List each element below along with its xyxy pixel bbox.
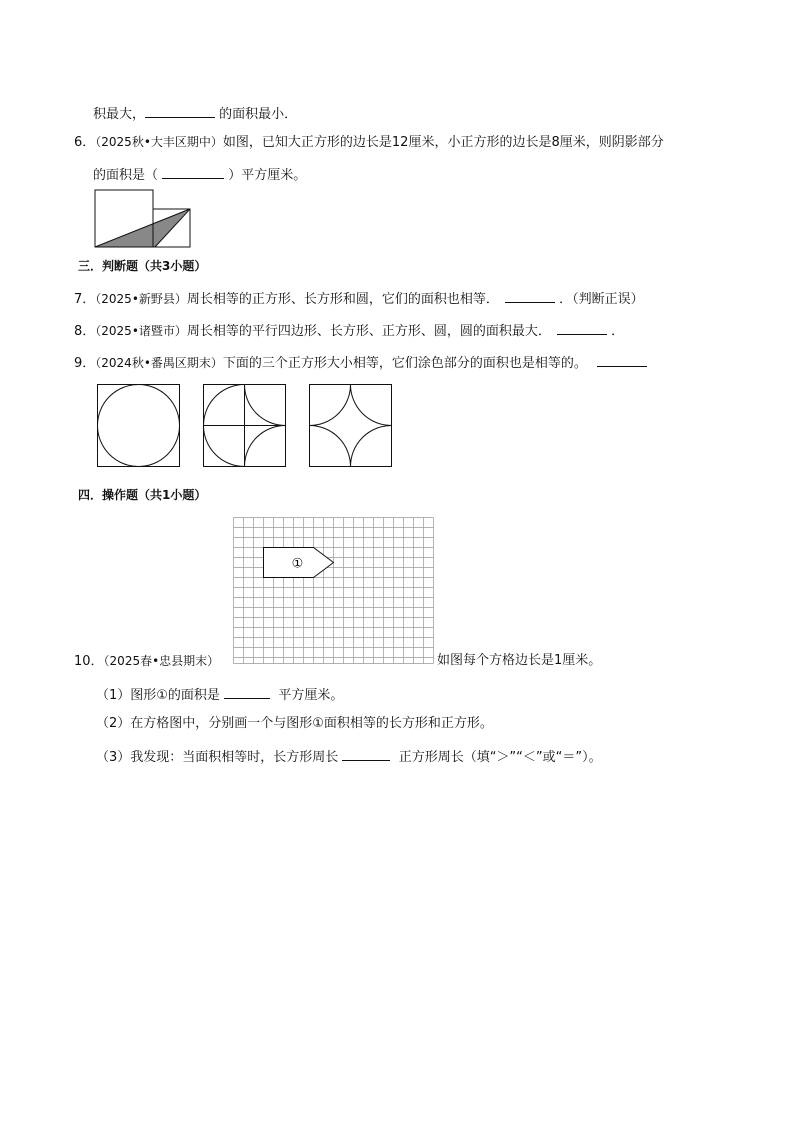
q6-figure	[94, 189, 194, 251]
section-4-title: 四．操作题（共1小题）	[78, 488, 207, 502]
q6-answer-blank[interactable]	[162, 164, 224, 179]
q9-answer-blank[interactable]	[597, 352, 647, 367]
question-10-text: 如图每个方格边长是1厘米。	[437, 653, 602, 668]
q9-figure-2	[203, 384, 287, 468]
q9-figure-1	[97, 384, 181, 468]
q9-quarter-arc-br	[245, 426, 286, 467]
q9-square-3	[310, 385, 392, 467]
question-7: 7．（2025•新野县）周长相等的正方形、长方形和圆，它们的面积也相等． ．（判断正误）	[74, 288, 644, 309]
q10-p3-answer-blank[interactable]	[342, 746, 390, 761]
q9-quarter-arc-tr	[245, 385, 286, 426]
q9-inscribed-circle	[98, 385, 180, 467]
q10-grid[interactable]	[233, 517, 435, 665]
q5-answer-blank[interactable]	[145, 103, 215, 118]
q7-answer-blank[interactable]	[505, 288, 555, 303]
question-10-part1: （1）图形①的面积是 平方厘米。	[96, 684, 343, 705]
section-3-title: 三．判断题（共3小题）	[78, 259, 207, 273]
q9-figure-3	[309, 384, 393, 468]
q10-p1-answer-blank[interactable]	[224, 684, 270, 699]
shape-1-label: ①	[291, 556, 304, 572]
question-10-part3: （3）我发现：当面积相等时，长方形周长 正方形周长（填“＞”“＜”或“＝”）。	[96, 746, 602, 767]
q9-star-shape	[310, 385, 392, 467]
q8-answer-blank[interactable]	[557, 320, 607, 335]
q9-quarter-arc-bl	[204, 426, 245, 467]
question-6: 6．（2025秋•大丰区期中）如图，已知大正方形的边长是12厘米，小正方形的边长是8厘米，则阴影部分	[74, 135, 664, 150]
question-8: 8．（2025•诸暨市）周长相等的平行四边形、长方形、正方形、圆，圆的面积最大． ．	[74, 320, 624, 341]
question-6-line2: 的面积是（ ）平方厘米。	[93, 164, 306, 185]
q9-quarter-arc-tl	[204, 385, 245, 426]
question-10: 10．（2025春•忠县期末）	[74, 654, 220, 669]
q5-tail: 积最大， 的面积最小．	[93, 103, 297, 124]
question-9: 9．（2024秋•番禺区期末）下面的三个正方形大小相等，它们涂色部分的面积也是相等的。	[74, 352, 647, 373]
question-10-part2: （2）在方格图中，分别画一个与图形①面积相等的长方形和正方形。	[96, 716, 493, 731]
